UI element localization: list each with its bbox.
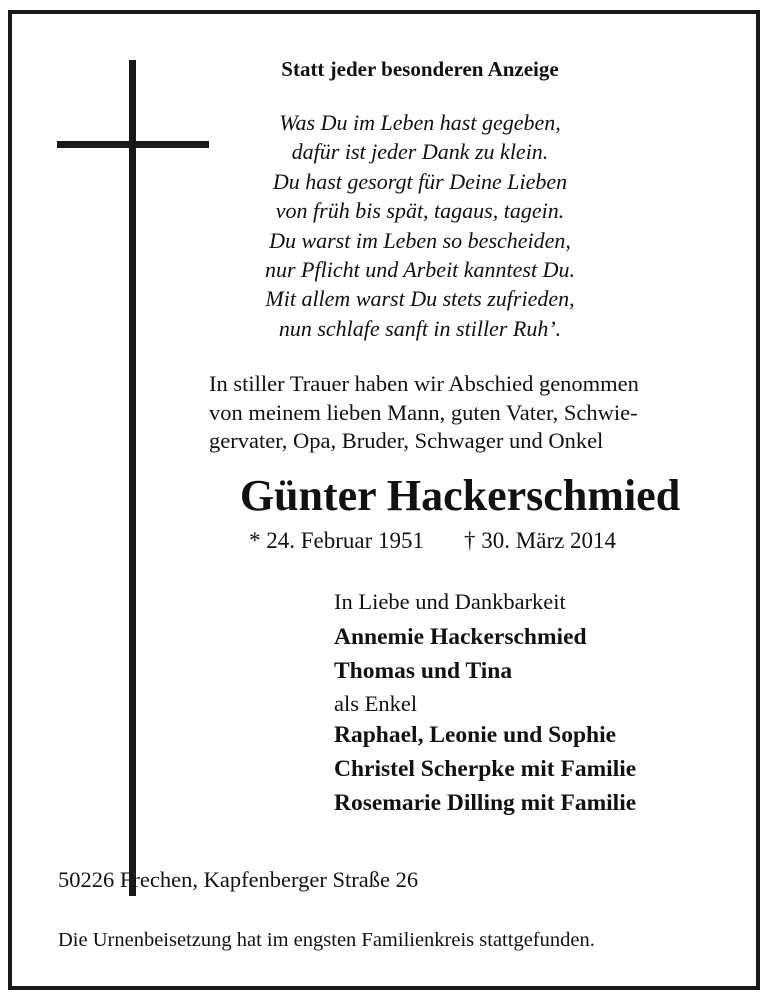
mourners-list <box>334 588 734 820</box>
memorial-poem <box>210 108 630 343</box>
mourner-relative: Rosemarie Dilling mit Familie <box>334 790 637 816</box>
poem-line: dafür ist jeder Dank zu klein. <box>291 139 549 165</box>
notice-heading: Statt jeder besonderen Anzeige <box>281 57 559 81</box>
poem-line: Was Du im Leben hast gegeben, <box>279 110 561 135</box>
poem-line: von früh bis spät, tagaus, tagein. <box>275 198 565 224</box>
poem-line: Du warst im Leben so bescheiden, <box>269 227 571 253</box>
cross-icon-vertical-bar <box>129 60 136 896</box>
poem-line: Du hast gesorgt für Deine Lieben <box>272 168 568 194</box>
mourners-intro: In Liebe und Dankbarkeit <box>334 589 566 614</box>
poem-line: Mit allem warst Du stets zufrieden, <box>265 286 575 312</box>
announcement-line: In stiller Trauer haben wir Abschied genommen <box>209 371 639 396</box>
announcement-line: gervater, Opa, Bruder, Schwager und Onkel <box>209 428 604 453</box>
death-date: † 30. März 2014 <box>464 528 617 553</box>
grandchildren-label: als Enkel <box>334 691 418 716</box>
family-address: 50226 Frechen, Kapfenberger Straße 26 <box>58 867 419 892</box>
funeral-note: Die Urnenbeisetzung hat im engsten Familienkreis stattgefunden. <box>58 929 595 951</box>
mourner-wife: Annemie Hackerschmied <box>334 624 587 650</box>
birth-date: * 24. Februar 1951 <box>249 528 425 553</box>
mourner-children: Thomas und Tina <box>334 658 513 684</box>
life-dates <box>249 526 616 556</box>
poem-line: nun schlafe sanft in stiller Ruh’. <box>278 315 562 341</box>
announcement-line: von meinem lieben Mann, guten Vater, Schwie- <box>209 399 638 425</box>
announcement-text <box>209 370 729 456</box>
mourner-grandchildren: Raphael, Leonie und Sophie <box>334 722 617 748</box>
cross-icon-horizontal-bar <box>57 141 209 148</box>
deceased-name: Günter Hackerschmied <box>239 471 681 520</box>
mourner-relative: Christel Scherpke mit Familie <box>334 756 637 782</box>
poem-line: nur Pflicht und Arbeit kanntest Du. <box>264 257 575 283</box>
